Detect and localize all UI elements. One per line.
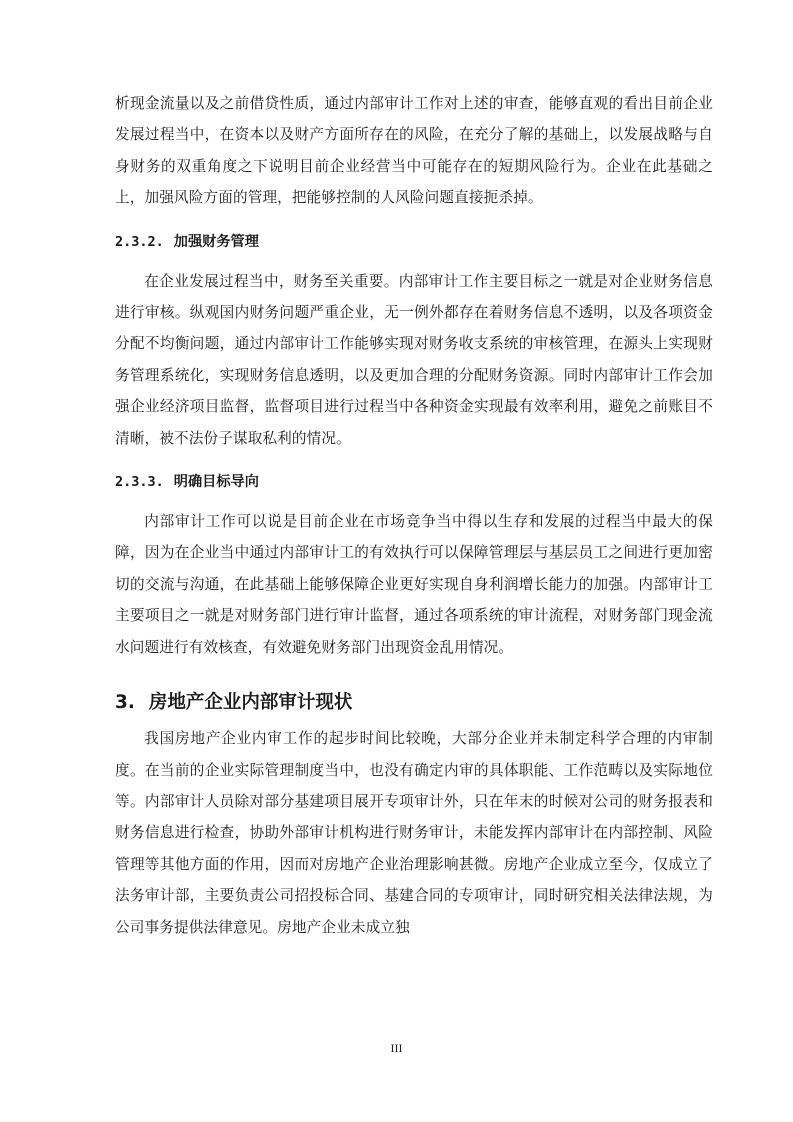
body-paragraph: 在企业发展过程当中，财务至关重要。内部审计工作主要目标之一就是对企业财务信息进行审核。纵观国内财务问题严重企业，无一例外都存在着财务信息不透明，以及各项资金分配不均衡问题，通过内部审计工作能够实现对财务收支系统的审核管理，在源头上实现财务管理系统化，实现财务信息透明，以及更加合理的分配财务资源。同时内部审计工作会加强企业经济项目监督，监督项目进行过程当中各种资金实现最有效率利用，避免之前账目不清晰，被不法份子谋取私利的情况。 bbox=[115, 272, 713, 447]
body-paragraph: 我国房地产企业内审工作的起步时间比较晚，大部分企业并未制定科学合理的内审制度。在当前的企业实际管理制度当中，也没有确定内审的具体职能、工作范畴以及实际地位等。内部审计人员除对部分基建项目展开专项审计外，只在年末的时候对公司的财务报表和财务信息进行检查，协助外部审计机构进行财务审计，未能发挥内部审计在内部控制、风险管理等其他方面的作用，因而对房地产企业治理影响甚微。房地产企业成立至今，仅成立了法务审计部，主要负责公司招投标合同、基建合同的专项审计，同时研究相关法律法规，为公司事务提供法律意见。房地产企业未成立独 bbox=[115, 730, 713, 936]
chapter-number: 3. bbox=[115, 692, 135, 714]
body-paragraph: 析现金流量以及之前借贷性质，通过内部审计工作对上述的审查，能够直观的看出目前企业发展过程当中，在资本以及财产方面所存在的风险，在充分了解的基础上，以发展战略与自身财务的双重角度之下说明目前企业经营当中可能存在的短期风险行为。企业在此基础之上，加强风险方面的管理，把能够控制的人风险问题直接扼杀掉。 bbox=[115, 95, 713, 207]
body-paragraph: 内部审计工作可以说是目前企业在市场竞争当中得以生存和发展的过程当中最大的保障，因为在企业当中通过内部审计工的有效执行可以保障管理层与基层员工之间进行更加密切的交流与沟通，在此基础上能够保障企业更好实现自身利润增长能力的加强。内部审计工主要项目之一就是对财务部门进行审计监督，通过各项系统的审计流程，对财务部门现金流水问题进行有效核查，有效避免财务部门出现资金乱用情况。 bbox=[115, 513, 713, 656]
chapter-heading-3 bbox=[115, 689, 713, 717]
section-heading-2-3-3 bbox=[115, 470, 713, 494]
section-title: 明确目标导向 bbox=[173, 474, 259, 491]
section-heading-2-3-2 bbox=[115, 230, 713, 254]
document-page bbox=[115, 88, 713, 943]
section-number: 2.3.2. bbox=[115, 233, 164, 250]
section-title: 加强财务管理 bbox=[173, 233, 259, 250]
page-number: III bbox=[390, 1041, 403, 1055]
section-number: 2.3.3. bbox=[115, 474, 164, 491]
chapter-title: 房地产企业内部审计现状 bbox=[148, 692, 353, 714]
